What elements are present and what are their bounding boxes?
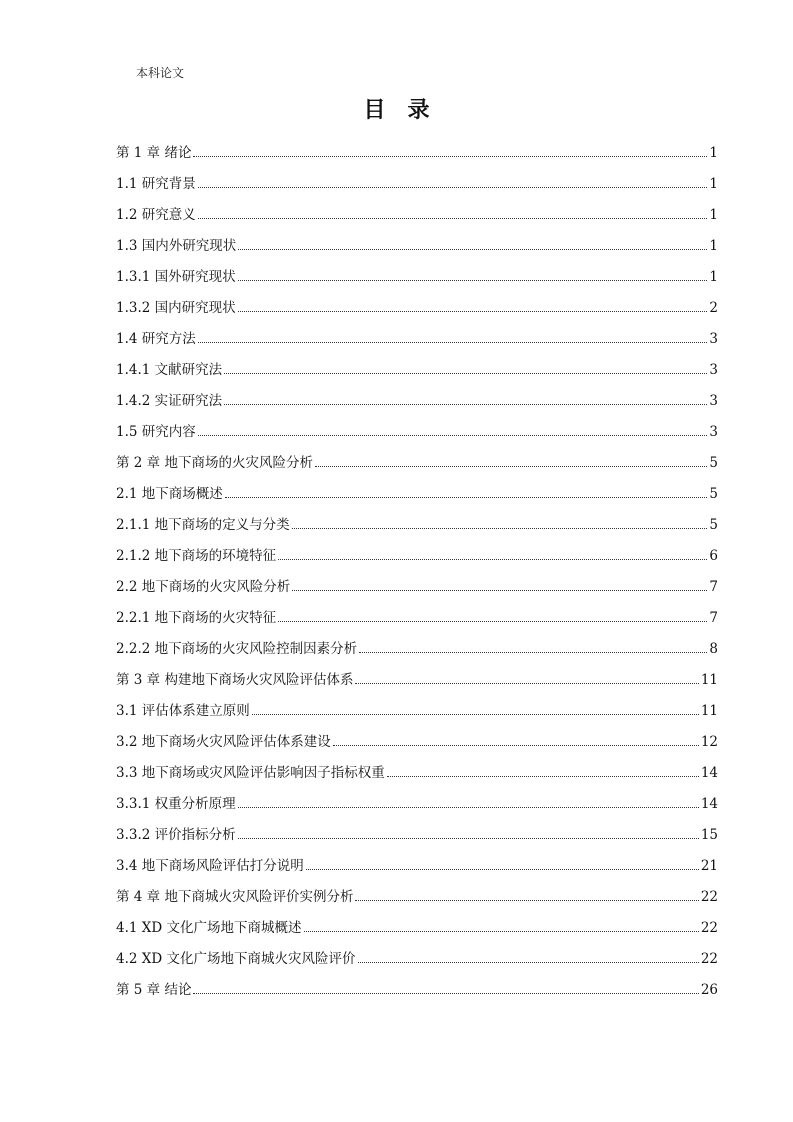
toc-entry-page-number: 11 — [700, 703, 718, 719]
toc-entry-page-number: 1 — [709, 207, 718, 223]
toc-entry[interactable] — [116, 821, 718, 852]
toc-dot-leader — [387, 776, 699, 777]
toc-dot-leader — [306, 869, 699, 870]
toc-dot-leader — [238, 807, 699, 808]
toc-dot-leader — [292, 528, 708, 529]
toc-entry-page-number: 3 — [709, 362, 718, 378]
toc-entry[interactable] — [116, 542, 718, 573]
toc-entry-page-number: 11 — [700, 672, 718, 688]
toc-list — [116, 139, 718, 1007]
toc-entry-title: 3.3.1 权重分析原理 — [116, 796, 236, 812]
toc-title-right: 录 — [407, 98, 430, 123]
toc-dot-leader — [304, 931, 699, 932]
toc-entry-page-number: 22 — [700, 920, 718, 936]
toc-entry-title: 1.4.2 实证研究法 — [116, 393, 223, 409]
toc-entry-title: 1.3.2 国内研究现状 — [116, 300, 236, 316]
toc-dot-leader — [315, 466, 707, 467]
toc-dot-leader — [198, 435, 708, 436]
toc-entry-title: 1.5 研究内容 — [116, 424, 196, 440]
toc-entry-title: 1.3 国内外研究现状 — [116, 238, 237, 254]
toc-entry-page-number: 21 — [700, 858, 718, 874]
toc-entry[interactable] — [116, 356, 718, 387]
toc-entry-title: 1.3.1 国外研究现状 — [116, 269, 236, 285]
toc-entry[interactable] — [116, 294, 718, 325]
toc-dot-leader — [198, 218, 708, 219]
toc-entry-title: 1.4.1 文献研究法 — [116, 362, 223, 378]
toc-entry-title: 2.2 地下商场的火灾风险分析 — [116, 579, 291, 595]
toc-entry-page-number: 7 — [709, 579, 718, 595]
toc-dot-leader — [198, 187, 708, 188]
toc-entry[interactable] — [116, 635, 718, 666]
toc-entry-title: 2.2.2 地下商场的火灾风险控制因素分析 — [116, 641, 358, 657]
toc-entry[interactable] — [116, 511, 718, 542]
toc-entry-title: 2.1.2 地下商场的环境特征 — [116, 548, 277, 564]
toc-entry-title: 1.2 研究意义 — [116, 207, 196, 223]
toc-entry[interactable] — [116, 945, 718, 976]
toc-entry-page-number: 14 — [700, 796, 718, 812]
toc-entry-title: 3.3 地下商场或灾风险评估影响因子指标权重 — [116, 765, 385, 781]
toc-entry-page-number: 26 — [700, 982, 718, 998]
toc-dot-leader — [224, 373, 707, 374]
toc-entry-page-number: 1 — [709, 238, 718, 254]
toc-entry-page-number: 3 — [709, 424, 718, 440]
toc-dot-leader — [193, 156, 707, 157]
toc-entry-page-number: 6 — [709, 548, 718, 564]
toc-entry[interactable] — [116, 170, 718, 201]
toc-entry-page-number: 15 — [700, 827, 718, 843]
toc-entry[interactable] — [116, 852, 718, 883]
toc-dot-leader — [224, 404, 707, 405]
toc-entry-page-number: 5 — [709, 486, 718, 502]
toc-dot-leader — [193, 993, 698, 994]
toc-entry-page-number: 3 — [709, 393, 718, 409]
toc-entry-title: 1.4 研究方法 — [116, 331, 196, 347]
toc-entry[interactable] — [116, 139, 718, 170]
toc-entry[interactable] — [116, 728, 718, 759]
toc-entry[interactable] — [116, 790, 718, 821]
toc-entry[interactable] — [116, 883, 718, 914]
toc-entry-title: 第 4 章 地下商城火灾风险评价实例分析 — [116, 889, 354, 905]
toc-dot-leader — [292, 590, 707, 591]
toc-entry-title: 第 1 章 绪论 — [116, 145, 192, 161]
toc-entry[interactable] — [116, 263, 718, 294]
toc-dot-leader — [359, 652, 707, 653]
toc-entry-title: 3.1 评估体系建立原则 — [116, 703, 250, 719]
toc-entry[interactable] — [116, 480, 718, 511]
toc-entry-page-number: 8 — [709, 641, 718, 657]
toc-entry-page-number: 7 — [709, 610, 718, 626]
toc-entry-title: 第 2 章 地下商场的火灾风险分析 — [116, 455, 313, 471]
toc-entry-title: 1.1 研究背景 — [116, 176, 196, 192]
toc-entry-page-number: 1 — [709, 145, 718, 161]
toc-dot-leader — [238, 249, 707, 250]
toc-entry[interactable] — [116, 914, 718, 945]
toc-dot-leader — [238, 838, 699, 839]
toc-dot-leader — [278, 559, 707, 560]
toc-entry-title: 2.1.1 地下商场的定义与分类 — [116, 517, 290, 533]
toc-entry[interactable] — [116, 387, 718, 418]
toc-dot-leader — [278, 621, 707, 622]
toc-entry[interactable] — [116, 232, 718, 263]
toc-entry-page-number: 5 — [709, 517, 718, 533]
toc-entry-title: 第 3 章 构建地下商场火灾风险评估体系 — [116, 672, 354, 688]
toc-entry-page-number: 22 — [700, 889, 718, 905]
toc-title-left: 目 — [363, 98, 386, 123]
toc-entry-title: 3.2 地下商场火灾风险评估体系建设 — [116, 734, 331, 750]
toc-entry[interactable] — [116, 418, 718, 449]
toc-dot-leader — [355, 900, 698, 901]
toc-dot-leader — [333, 745, 699, 746]
toc-entry[interactable] — [116, 666, 718, 697]
toc-entry-title: 2.2.1 地下商场的火灾特征 — [116, 610, 277, 626]
toc-entry[interactable] — [116, 976, 718, 1007]
toc-entry-title: 4.1 XD 文化广场地下商城概述 — [116, 920, 302, 936]
toc-entry-page-number: 5 — [709, 455, 718, 471]
toc-entry-title: 3.3.2 评价指标分析 — [116, 827, 236, 843]
toc-entry[interactable] — [116, 573, 718, 604]
toc-entry-page-number: 1 — [709, 176, 718, 192]
toc-entry[interactable] — [116, 325, 718, 356]
toc-entry-page-number: 2 — [709, 300, 718, 316]
toc-title — [0, 96, 793, 126]
toc-entry-title: 4.2 XD 文化广场地下商城火灾风险评价 — [116, 951, 356, 967]
toc-entry-page-number: 1 — [709, 269, 718, 285]
toc-entry[interactable] — [116, 449, 718, 480]
toc-entry-title: 2.1 地下商场概述 — [116, 486, 223, 502]
toc-entry-title: 3.4 地下商场风险评估打分说明 — [116, 858, 304, 874]
toc-dot-leader — [225, 497, 708, 498]
toc-entry-title: 第 5 章 结论 — [116, 982, 192, 998]
toc-entry[interactable] — [116, 604, 718, 635]
toc-entry-page-number: 14 — [700, 765, 718, 781]
toc-entry-page-number: 12 — [700, 734, 718, 750]
toc-dot-leader — [358, 962, 699, 963]
toc-dot-leader — [355, 683, 698, 684]
toc-entry[interactable] — [116, 697, 718, 728]
toc-dot-leader — [252, 714, 699, 715]
toc-entry-page-number: 3 — [709, 331, 718, 347]
toc-dot-leader — [238, 311, 708, 312]
toc-entry[interactable] — [116, 201, 718, 232]
running-header: 本科论文 — [136, 66, 185, 80]
toc-entry-page-number: 22 — [700, 951, 718, 967]
toc-dot-leader — [238, 280, 708, 281]
toc-dot-leader — [198, 342, 708, 343]
toc-entry[interactable] — [116, 759, 718, 790]
